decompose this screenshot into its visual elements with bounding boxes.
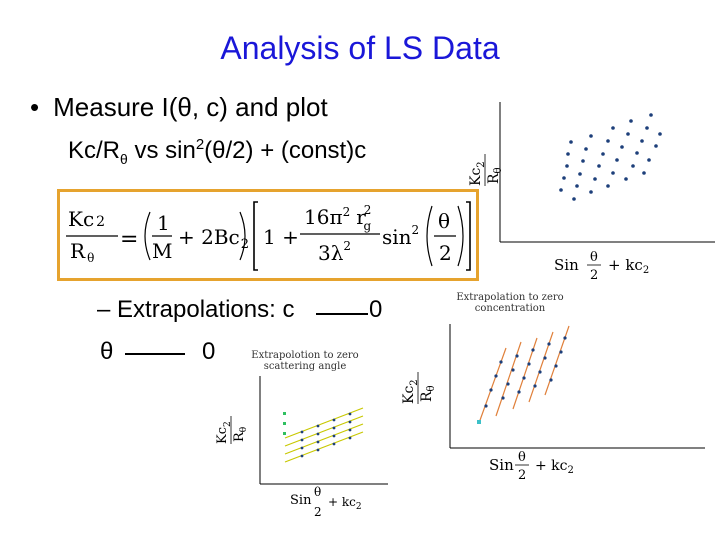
extrapolation-line xyxy=(97,296,294,324)
svg-text:+ kc2: + $kc_2$ xyxy=(328,495,362,512)
arrow-c xyxy=(316,313,368,315)
eq-two: 2 xyxy=(439,241,452,265)
bottom-graph-points xyxy=(301,413,352,458)
svg-text:+ kc2: + $kc_2$ xyxy=(535,458,574,476)
eq-lhs-den: R $_\theta$ xyxy=(70,239,95,265)
eq-equals: = xyxy=(120,227,139,252)
sub-theta: θ xyxy=(120,150,128,167)
bullet-item xyxy=(30,92,328,123)
note-zero-scattering-angle: Extrapolotion to zero scattering angle xyxy=(251,350,359,372)
svg-text:Kc2: $Kc_2$ xyxy=(215,421,233,444)
formula-box xyxy=(57,189,479,281)
mid-graph-intercepts xyxy=(477,420,481,424)
svg-text:Sin: Sin xyxy=(489,456,514,474)
svg-text:2: 2 xyxy=(314,505,322,519)
top-graph-xlabel xyxy=(554,250,649,283)
eq-denominator: $3\lambda^2$ xyxy=(318,239,352,265)
eq-M: M xyxy=(152,239,173,263)
svg-text:Sin: Sin xyxy=(554,256,579,274)
eq-2bc: + $2Bc_2$ xyxy=(178,225,250,252)
svg-text:Rθ: $R_\theta$ xyxy=(232,426,249,442)
svg-text:Sin: Sin xyxy=(290,493,312,508)
bottom-graph-intercepts xyxy=(283,412,286,435)
svg-text:2: 2 xyxy=(590,268,599,283)
theta-symbol: θ xyxy=(100,338,114,365)
mid-graph-xlabel xyxy=(489,450,574,483)
eq-one-plus: 1 + xyxy=(263,225,299,249)
svg-text:Rθ: $R_\theta$ xyxy=(419,385,437,402)
svg-text:θ: θ xyxy=(314,485,322,499)
zimm-scatter-graph xyxy=(450,98,720,288)
theta-extrap-line xyxy=(100,338,113,366)
bullet-text: Measure I(θ, c) and plot xyxy=(53,92,328,122)
bottom-graph-lines xyxy=(285,408,363,462)
svg-text:+ kc2: + $kc_2$ xyxy=(608,256,650,276)
sub-bullet-text xyxy=(68,136,366,167)
sub-middle: vs sin xyxy=(127,137,196,164)
sub-sup: 2 xyxy=(195,136,205,153)
eq-one: 1 xyxy=(157,211,170,235)
eq-sin: $\sin^2$ xyxy=(382,223,420,249)
note-zero-concentration: Extrapolation to zero concentration xyxy=(456,292,564,314)
top-graph-dots xyxy=(559,113,662,201)
slide-title: Analysis of LS Data xyxy=(220,30,500,66)
extrap-theta-target: 0 xyxy=(202,338,216,365)
zimm-equation xyxy=(60,192,476,278)
zimm-concentration-graph xyxy=(395,318,720,493)
zimm-angle-graph xyxy=(210,372,390,522)
arrow-theta xyxy=(125,353,185,355)
eq-theta: θ xyxy=(438,209,451,233)
svg-text:Kc2: $Kc_2$ xyxy=(401,379,420,404)
svg-text:Kc2: $Kc_2$ xyxy=(468,161,487,186)
svg-text:θ: θ xyxy=(590,250,598,265)
extrap-c-target: 0 xyxy=(369,296,383,323)
bullet-marker: • xyxy=(30,92,40,122)
svg-text:θ: θ xyxy=(518,450,526,465)
sub-suffix: (θ/2) + (const)c xyxy=(204,137,367,164)
extrap-label: – Extrapolations: c xyxy=(97,296,295,323)
sub-prefix: Kc/R xyxy=(68,137,121,164)
bottom-graph-ylabel xyxy=(215,416,249,444)
mid-graph-lines xyxy=(479,326,569,423)
eq-lhs-num: Kc 2 xyxy=(68,207,106,231)
bottom-graph-xlabel xyxy=(290,485,362,519)
mid-graph-ylabel xyxy=(401,372,437,404)
top-graph-ylabel xyxy=(468,154,504,186)
svg-text:Rθ: $R_\theta$ xyxy=(486,167,504,184)
eq-numerator: $16\pi^2$ r2 g xyxy=(304,203,372,233)
svg-text:2: 2 xyxy=(518,468,527,483)
